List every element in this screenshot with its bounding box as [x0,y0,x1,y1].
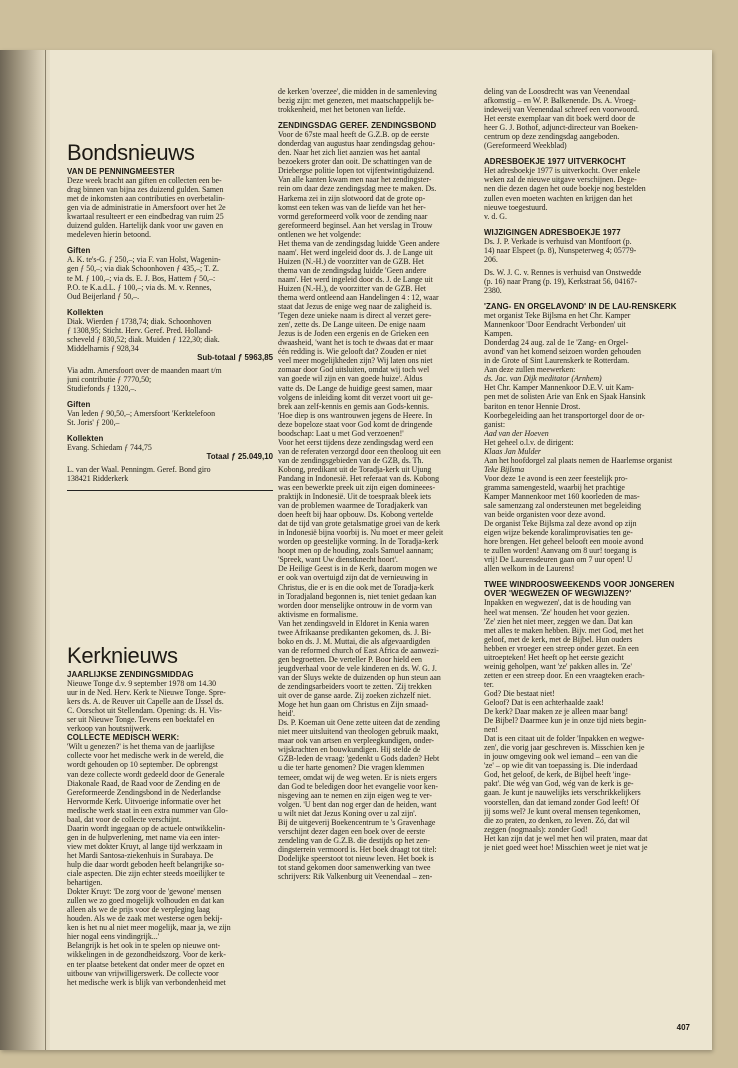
text-line: van de referaten verzorgd door een theoloog uit een [278,446,441,456]
section-divider [67,490,273,491]
text-line: deling van de Loosdrecht was van Veenendaal [484,87,630,96]
text-line: voorstellen, dan dat iemand zonder God leeft! Of [484,797,640,807]
text-line: pakt'. Die wég van God, wég van de kerk is ge- [484,779,634,789]
text-line: Mannenkoor 'Door Eendracht Verbonden' uit [484,320,626,330]
text-line: twee Afrikaanse predikanten gekomen, ds. J. Bi- [278,627,432,637]
wijzigingen-heading: WIJZIGINGEN ADRESBOEKJE 1977 [484,227,621,237]
text-line: view met dokter Kruyt, al lange tijd werkzaam in [67,841,223,851]
text-line: te M. ƒ 100,–; via ds. E. J. Bos, Hattem ƒ 50,–: [67,273,216,283]
text-line: alleen als we de prijs voor de verpleging laag [67,905,210,915]
text-line: weken zal de nieuwe uitgave verschijnen. Dege- [484,175,637,185]
kollekten2-list [67,443,273,452]
text-line: de zendingsarbeiders voort te zetten. 'Zij trekken [278,682,432,692]
text-line: er ook van overtuigd zijn dat de vernieuwing in [278,573,428,583]
text-line: hebben er vroeger een streep onder gezet. En een [484,643,639,653]
text-line: juni contributie ƒ 7770,50; [67,374,152,384]
text-line: dat de tijd van grote getalsmatige groei van de kerk [278,519,440,529]
text-line: naam'. Het werd ingeleid door ds. J. de Lange uit [278,247,433,257]
text-line: thema werd ontleend aan Handelingen 4 : 12, waar [278,293,439,303]
text-line: zomaar door God uitsluiten, omdat wij toch wel [278,365,430,375]
text-line: het medische werk is blijk van verbondenheid met [67,977,226,987]
text-line: van deze collecte wordt gedeeld door de Generale [67,769,225,779]
text-line: van de reformed church of East Africa de aanwezi- [278,645,439,655]
text-line: 'Ze' zien het niet meer, zeggen we dan. Dat kan [484,616,633,626]
giften-list [67,255,273,300]
text-line: C. Oorschot uit Stellendam. Opening: ds. H. Vis- [67,706,222,716]
dirigent-name: Klaas Jan Mulder [484,446,541,456]
text-line: weinig geholpen, want 'ze' pakken alles in. 'Ze' [484,661,632,671]
text-line: thema van de zendingsdag luidde 'Geen andere [278,265,427,275]
wijzigingen-text [484,237,695,264]
text-line: kwartaal resulteert er een eindbedrag van ruim 25 [67,212,224,222]
text-line: temeer, omdat wij de weg weten. Er is niets ergers [278,772,437,782]
text-line: boko en ds. J. M. Muttai, die als afgevaardigden [278,636,431,646]
giften-heading: Giften [67,246,91,256]
text-line: heid'. [278,709,295,719]
text-line: die zo praten, zo denken, zo leven. Zó, dat wil [484,815,630,825]
text-line: doen heeft bij haar opbouw. Ds. Kobong vertelde [278,510,434,520]
text-line: Bij de uitgeverij Boekencentrum te 's Gravenhage [278,817,436,827]
text-line: jij soms wel? Je kunt overal mensen tegenkomen, [484,806,641,816]
column-1-kerknieuws [67,644,273,987]
text-line: duizend gulden. Hartelijk dank voor uw gaven en [67,221,224,231]
text-line: van der Sluys wekte de duizenden op hun steun aan [278,673,441,682]
text-line: u wilt niet dat Jezus Koning over u zal zijn'. [278,808,417,818]
text-line: Middelharnis ƒ 928,34 [67,343,139,353]
penningmeester-intro [67,176,273,239]
text-line: vormd gereformeerd volk voor de zending naar [278,211,428,221]
adresboekje-text [484,166,695,220]
hoofdorgel-text: Aan het hoofdorgel zal plaats nemen de Haarlemse organist [484,455,673,465]
text-line: collecte voor het medische werk in de wereld, die [67,751,224,761]
text-line: medische werk staat in een extra nummer van Glo- [67,805,228,815]
text-line: zullen even moeten wachten en krijgen dan het [484,193,633,203]
text-line: Christus, die er is en die ook met de Toradja-kerk [278,582,434,592]
text-line: Oud Beijerland ƒ 50,–. [67,291,140,301]
text-line: hore brengen. Het geheel belooft een mooie avond [484,537,644,547]
text-line: (Gereformeerd Weekblad) [484,141,567,151]
text-line: één redding is. Wie gelooft dat? Zouden er niet [278,347,427,357]
text-line: 'ze' – op wie dit van toepassing is. Die inderdaad [484,761,638,771]
text-line: wijskrachten en bouwkundigen. Hij stelde de [278,745,421,755]
text-line: Driebergse politie lopen tot vijfentwintigduizend. [278,166,435,176]
text-line: Studiefonds ƒ 1320,–. [67,384,137,394]
text-line: ter. [484,679,494,689]
text-line: God? Die bestaat niet! [484,688,555,698]
text-line: behartigen. [67,878,103,888]
text-line: maar ook van artsen en verpleegkundigen, onder- [278,736,435,746]
text-line: van de zendingsgebieden van de GZB, ds. Th. [278,455,424,465]
text-line: Voor deze 1e avond is een zeer feestelijk pro- [484,473,628,483]
text-line: Het adresboekje 1977 is uitverkocht. Over enkele [484,166,641,176]
text-line: naam'. Het werd ingeleid door ds. J. de Lange uit [278,274,433,284]
text-line: avond' van het komend seizoen worden gehouden [484,347,641,357]
text-line: Nieuwe Tonge d.v. 9 september 1978 om 14.30 [67,679,217,689]
text-line: gereformeerd beginsel. Aan het verslag in Trouw [278,220,433,230]
text-line: 138421 Ridderkerk [67,474,129,484]
text-line: staat dat Jezus de enige weg naar de zaligheid is. [278,302,432,312]
text-line: A. K. te's-G. ƒ 250,–; via F. van Holst, Wagenin- [67,255,221,265]
text-line: medeleven hierin betoond. [67,230,151,240]
text-line: 206. [484,254,498,264]
zang-orgel-text-2 [484,383,695,428]
bondsnieuws-title: Bondsnieuws [67,141,195,165]
text-line: in Indonesië bijna voorbij is. Nu moet er meer geleit [278,528,444,538]
text-line: ontlenen we het volgende: [278,229,362,239]
text-line: gen begroetten. De verteller P. Boor hield een [278,654,422,664]
text-line: zendeling van de G.Z.B. die destijds op het zen- [278,835,430,845]
text-line: ganist: [484,419,506,429]
text-line: eigen wijze bekende koralimprovisaties ten ge- [484,528,633,538]
text-line: Pandang in Indonesië. Het referaat van ds. Kobong [278,473,440,483]
text-line: uitroepteken! Het heeft op het eerste gezicht [484,652,624,662]
text-line: sale samenzang zal ondersteunen met begeleiding [484,501,642,511]
text-line: geloof, met de kerk, met de Bijbel. Hun ouders [484,634,633,644]
text-line: Dokter Kruyt: 'De zorg voor de 'gewone' mensen [67,887,222,897]
text-line: Ds. P. Koeman uit Oene zette uiteen dat de zending [278,718,440,728]
collecte-heading: COLLECTE MEDISCH WERK: [67,733,180,743]
text-line: Van alle kanten kwam men naar het zendingster- [278,175,432,185]
text-line: zen', die vorig jaar geschreven is. Misschien ken je [484,743,645,753]
text-line: uur in de Ned. Herv. Kerk te Nieuwe Tonge. Spre- [67,688,226,698]
text-line: afkomstig – en W. P. Balkenende. Ds. A. Vroeg- [484,96,636,106]
kollekten2-heading: Kollekten [67,434,104,444]
text-line: De organist Teke Bijlsma zal deze avond op zijn [484,519,637,529]
text-line: het Mardi Santosa-ziekenhuis in Surabaya. De [67,850,214,860]
text-line: Van het zendingsveld in Eldoret in Kenia waren [278,618,429,628]
text-line: wordt gehouden op 10 september. De opbrengst [67,760,218,770]
text-line: Het eerste exemplaar van dit boek werd door de [484,114,636,124]
column-1-bondsnieuws [67,141,273,498]
text-line: bariton en tenor Hennie Drost. [484,401,581,411]
magazine-page [0,50,712,1050]
text-line: volgens de inleiding komt dit verzet voort uit ge- [278,392,433,402]
text-line: nen! [484,725,499,735]
windroos-heading: TWEE WINDROOSWEEKENDS VOOR JONGEREN OVER 'WEGWEZEN OF WEGWIJZEN?' [484,580,675,599]
text-line: Voor het eerst tijdens deze zendingsdag werd een [278,437,434,447]
text-line: Kamper Mannenkoor met 160 koorleden de mas- [484,491,640,501]
text-line: Hervormde Kerk. Uitvoerige informatie over het [67,796,221,806]
text-line: gen in de hulpverlening, met name via een inter- [67,832,220,842]
adresboekje-heading: ADRESBOEKJE 1977 UITVERKOCHT [484,157,626,167]
text-line: nisgeving aan te nemen en zijn eigen weg te ver- [278,790,432,800]
text-line: Diak. Wierden ƒ 1738,74; diak. Schoonhoven [67,316,212,326]
zendingsdag-heading: ZENDINGSDAG GEREF. ZENDINGSBOND [278,121,437,131]
text-line: worden op geestelijke vorming. In de Toradja-kerk [278,537,439,547]
text-line: 2380. [484,285,502,295]
text-line: deze bopeloze staat voor God komt de dringende [278,419,433,429]
text-line: van goede wil zijn en van goede huize'. Aldus [278,374,423,384]
text-line: gramma samengesteld, waarbij het prachtige [484,482,625,492]
text-line: gen via de administratie in Amersfoort over het 2e [67,203,226,213]
text-line: 'Wilt u genezen?' is het thema van de jaarlijkse [67,742,215,752]
text-line: Kampen. [484,329,513,339]
subtotaal: Sub-totaal ƒ 5963,85 [197,352,273,362]
text-line: nen die dezen dagen het oude boekje nog bestelden [484,184,646,194]
text-line: 'Tegen deze unieke naam is direct al verzet gere- [278,311,432,321]
zang-orgel-heading: 'ZANG- EN ORGELAVOND' IN DE LAU-RENSKERK [484,301,677,311]
page-binding [0,50,50,1050]
text-line: indeweij van Veenendaal schreef een voorwoord. [484,105,639,115]
text-line: drag binnen van bijna zes duizend gulden. Samen [67,185,224,195]
text-line: Via adm. Amersfoort over de maanden maart t/m [67,365,222,375]
text-line: 'Spreek, want Uw dienstknecht hoort'. [278,555,398,565]
page-number: 407 [676,1023,690,1032]
windroos-text [484,598,695,851]
text-line: de kerken 'overzee', die midden in de samenleving [278,87,437,96]
text-line: vatte ds. De Lange de huidige geest samen, maar [278,383,433,393]
text-line: dingsterrein vermoord is. Het boek draagt tot titel: [278,844,437,854]
text-line: brek aan zelf-kennis en gemis aan Gods-kennis. [278,401,429,411]
text-line: Geloof? Dat is een achterhaalde zaak! [484,698,604,707]
text-line: hoopt men op de houding, zoals Samuel aannam; [278,546,434,556]
text-line: God, het geloof, de kerk, de Bijbel heeft 'inge- [484,770,631,780]
wijzigingen-text-2 [484,268,695,295]
text-line: P.O. te K.a.d.L. ƒ 100,–; via ds. M. v. Rennes, [67,282,212,292]
text-line: zeggen (nogmaals): zonder God! [484,824,588,834]
text-line: en ter plaatse betekent dat onder meer de opzet en [67,959,225,969]
zang-orgel-text [484,311,695,374]
text-line: komst een teken was van de liefde van het her- [278,202,426,212]
text-line: met alles te maken hebben. Bijv. met God, met het [484,625,644,635]
text-line: Donderdag 24 aug. zal de 1e 'Zang- en Orgel- [484,338,629,348]
text-line: dwaasheid, 'want het is toch te dwaas dat er maar [278,338,434,348]
text-line: Ds. J. P. Verkade is verhuisd van Montfoort (p. [484,236,632,246]
text-line: Diakonale Raad, de Raad voor de Zending en de [67,778,221,788]
text-line: bezig zijn: met genezen, met maatschappelijk be- [278,96,434,106]
col2-top-text [278,87,478,114]
text-line: uitbouw van vrijwilligerswerk. De collecte voor [67,968,219,978]
text-line: zetten er een streep door. En een vraagteken erach- [484,670,645,680]
text-line: Daarin wordt ingegaan op de actuele ontwikkelin- [67,823,226,833]
text-line: hier nogal eens vindingrijk...' [67,932,160,942]
text-line: Evang. Schiedam ƒ 744,75 [67,443,152,453]
text-line: baal, dat voor de collecte verschijnt. [67,814,182,824]
text-line: ciale aspecten. Die zijn echter steeds moeilijker te [67,869,225,879]
text-line: Belangrijk is het ook in te spelen op nieuwe ont- [67,941,221,951]
text-line: boodschap: Laat u met God verzoenen!' [278,428,404,438]
text-line: hulp die daar wordt geboden heeft belangrijke so- [67,859,225,869]
text-line: Jezus is de Joden een ergenis en de Grieken een [278,329,429,339]
text-line: ƒ 1308,95; Sticht. Herv. Geref. Pred. Holland- [67,325,213,335]
column-2 [278,87,478,881]
text-line: den. Naar het zich liet aanzien was het aantal [278,148,421,158]
text-line: Het kan zijn dat je wel met hen wil praten, maar dat [484,833,648,843]
zendingsdag-text [278,130,478,881]
zang-orgel-text-3 [484,474,695,574]
text-line: nieuwe toegestuurd. [484,202,548,212]
text-line: rein om daar deze zendingsdag mee te maken. Ds. [278,184,437,194]
text-line: Koorbegeleiding aan het transportorgel door de or- [484,410,645,420]
kerknieuws-title: Kerknieuws [67,644,178,668]
text-line: houden. Als we de zaak met westerse ogen bekij- [67,914,223,924]
text-line: wikkelingen in de gezondheidszorg. Voor de kerk- [67,950,226,960]
text-line: te zullen worden! Aanvang om 8 uur! toegang is [484,546,637,556]
giften2-heading: Giften [67,400,91,410]
text-line: zullen we zo goed mogelijk volhouden en dat kan [67,896,224,906]
text-line: donderdag van augustus haar zendingsdag gehou- [278,139,436,149]
text-line: worden door menselijke ontrouw in de vorm van [278,600,433,610]
text-line: allen welkom in de Laurens! [484,564,575,574]
text-line: jeugdverhaal voor de vele kinderen en ds. W. G. J. [278,663,437,673]
text-line: ken is het nu al niet meer mogelijk, maar ja, we zijn [67,923,231,933]
text-line: Ds. W. J. C. v. Rennes is verhuisd van Onstwedde [484,267,642,277]
text-line: in Toradjaland begonnen is, niet teniet gedaan kan [278,591,437,601]
text-line: gen ƒ 50,–; via diak Schoonhoven ƒ 435,–; T. Z. [67,264,220,274]
text-line: bezoekers groter dan ooit. De schattingen van de [278,157,432,167]
text-line: was een bewerkte preek uit zijn eigen domineees- [278,483,436,493]
column-3 [484,87,695,852]
text-line: je niet goed weet hoe! Misschien weet je niet wat je [484,842,648,852]
text-line: in de Grote of Sint Laurenskerk te Rotterdam. [484,356,630,366]
text-line: u die ter harte genomen? Die vragen klemmen [278,763,425,773]
zendingsmiddag-heading: JAARLIJKSE ZENDINGSMIDDAG [67,670,194,679]
text-line: centrum op deze zendingsdag aangeboden. [484,132,620,142]
text-line: Gereformeerde Zendingsbond in de Nederlandse [67,787,221,797]
geheel-text: Het geheel o.l.v. de dirigent: [484,437,574,447]
text-line: heer G. J. Bothof, adjunct-directeur van Boeken- [484,123,639,133]
text-line: v. d. G. [484,211,507,221]
text-line: heel wat mensen. 'Ze' houden het voor gezien. [484,607,630,617]
kollekten-list [67,317,273,353]
text-line: schrijvers: Rik Valkenburg uit Veenendaal – zen- [278,872,433,882]
text-line: van beide organisten voor deze avond. [484,510,606,520]
text-line: Voor de 67ste maal heeft de G.Z.B. op de eerste [278,130,430,140]
text-line: Huizen (N.-H.), de voorzitter van de GZB. Het [278,283,426,293]
teke-name: Teke Bijlsma [484,464,525,474]
organist-name: Aad van der Hoeven [484,428,549,438]
col3-top-text [484,87,695,150]
text-line: Dat is een citaat uit de folder 'Inpakken en wegwe- [484,734,645,744]
text-line: zen', zette ds. De Lange uiteen. De enige naam [278,320,426,330]
collecte-text [67,742,273,986]
text-line: uit over de ganse aarde. Zij zoeken zichzelf niet. [278,691,431,701]
text-line: aktivisme en formalisme. [278,609,358,619]
text-line: met de inkomsten aan contributies en overbetalin- [67,194,225,204]
penningmeester-footer [67,465,273,483]
via-adm-text [67,366,273,393]
text-line: scheveld ƒ 830,52; diak. Muiden ƒ 122,30; diak. [67,334,220,344]
text-line: niet meer uitsluitend van theologen gebruik maakt, [278,727,439,737]
text-line: vrij! De Laurensdeuren gaan om 7 uur open! U [484,555,633,565]
text-line: De Bijbel? Daarmee kun je in onze tijd niets begin- [484,716,647,726]
meditator-name: ds. Jac. van Dijk meditator (Arnhem) [484,374,602,384]
text-line: Dodelijke speerstoot tot nieuw leven. Het boek is [278,853,434,863]
text-line: kers ds. A. de Reuver uit Capelle aan de IJssel ds. [67,697,224,707]
text-line: pen met de solisten Arie van Enk en Sjaak Hansink [484,392,646,402]
text-line: praktijk in Indonesië. Uit de toespraak bleek iets [278,492,431,502]
zendingsmiddag-text [67,679,273,733]
text-line: gaan. Je kunt je nauwelijks iets verschrikkelijkers [484,788,641,798]
text-line: 'Hoe diep is ons wantrouwen jegens de Heere. In [278,410,433,420]
text-line: in jouw omgeving ook wel iemand – een van die [484,752,638,762]
text-line: Harkema zei in zijn slotwoord dat de grote op- [278,193,426,203]
text-line: GZB-leden de vraag: 'gedenkt u Gods daden? Hebt [278,754,440,764]
text-line: van de problemen waarmee de Toradjakerk van [278,501,428,511]
text-line: volgen. 'U bent dan nog erger dan de heiden, want [278,799,437,809]
text-line: Kobong, predikant uit de Toradja-kerk uit Ujung [278,464,432,474]
text-line: tot stand gekomen door samenwerking van twee [278,862,431,872]
text-line: Deze week bracht aan giften en collecten een be- [67,176,222,186]
text-line: met organist Teke Bijlsma en het Chr. Kamper [484,311,631,321]
text-line: Het Chr. Kamper Mannenkoor D.E.V. uit Kam- [484,383,634,393]
text-line: ser uit Nieuwe Tonge. Tevens een boektafel en [67,715,215,725]
text-line: Huizen (N.-H.) de voorzitter van de GZB. Het [278,256,424,266]
text-line: De Heilige Geest is in de Kerk, daarom mogen we [278,564,438,574]
text-line: verschijnt dezer dagen een boek over de eerste [278,826,425,836]
text-line: 14) naar Elspeet (p. 8), Nunspeterweg 4; 05779- [484,245,637,255]
giften2-list [67,409,273,427]
text-line: verkoop van houtsnijwerk. [67,724,152,734]
text-line: Moge het hun gaan om Christus en Zijn smaad- [278,700,429,710]
text-line: dan God te beledigen door het evangelie voor ken- [278,781,438,791]
text-line: Aan deze zullen meewerken: [484,365,576,375]
text-line: Inpakken en wegwezen', dat is de houding van [484,598,631,608]
text-line: St. Joris' ƒ 200,– [67,418,120,428]
text-line: (p. 16) naar Prang (p. 19), Kerkstraat 56, 04167- [484,276,637,286]
text-line: Van leden ƒ 90,50,–; Amersfoort 'Kerktelefoon [67,409,216,419]
text-line: Het thema van de zendingsdag luidde 'Geen andere [278,238,440,248]
text-line: L. van der Waal. Penningm. Geref. Bond giro [67,465,211,475]
text-line: trokkenheid, met het betonen van liefde. [278,105,406,115]
totaal: Totaal ƒ 25.049,10 [206,452,273,462]
text-line: veel meer mogelijkheden zijn? Wij laten ons niet [278,356,433,366]
penningmeester-heading: VAN DE PENNINGMEESTER [67,167,175,176]
kollekten-heading: Kollekten [67,307,104,317]
text-line: De kerk? Daar maken ze je alleen maar bang! [484,707,629,717]
